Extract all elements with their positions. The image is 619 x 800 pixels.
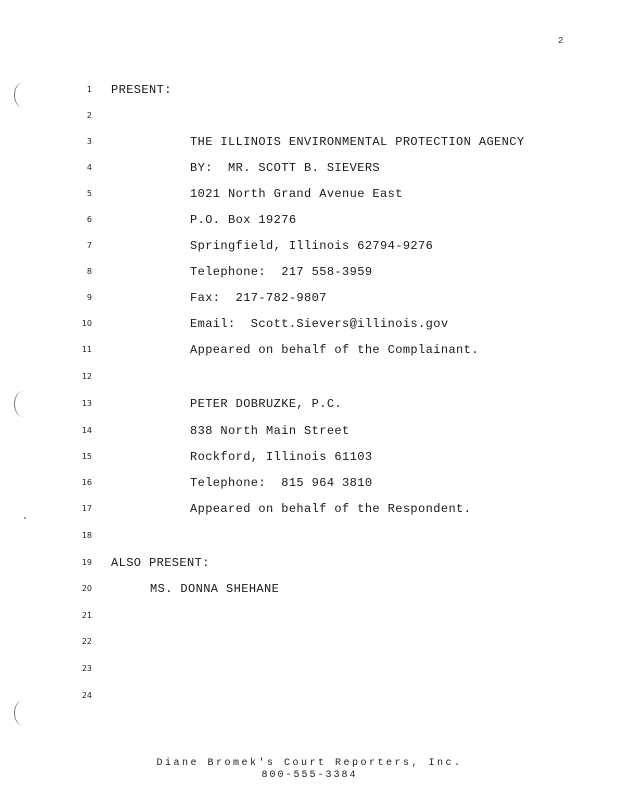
line-text: Rockford, Illinois 61103 <box>190 450 373 464</box>
line-number: 10 <box>81 319 92 328</box>
line-number: 24 <box>81 691 92 700</box>
transcript-line <box>0 686 619 706</box>
line-number: 6 <box>86 215 92 224</box>
line-number: 12 <box>81 372 92 381</box>
transcript-line <box>0 367 619 387</box>
transcript-line <box>0 210 619 230</box>
line-number: 16 <box>81 478 92 487</box>
line-text: PETER DOBRUZKE, P.C. <box>190 397 343 411</box>
line-number: 7 <box>86 241 92 250</box>
transcript-line <box>0 236 619 256</box>
transcript-line <box>0 447 619 467</box>
line-number: 23 <box>81 664 92 673</box>
line-number: 3 <box>86 137 92 146</box>
transcript-line <box>0 340 619 360</box>
footer-phone-number: 800-555-3384 <box>261 770 358 781</box>
line-text: Appeared on behalf of the Respondent. <box>190 502 472 516</box>
transcript-line <box>0 473 619 493</box>
page-number: 2 <box>558 36 564 46</box>
line-number: 19 <box>81 558 92 567</box>
transcript-line <box>0 80 619 100</box>
line-text: Appeared on behalf of the Complainant. <box>190 343 479 357</box>
transcript-line <box>0 262 619 282</box>
line-text: Telephone: 815 964 3810 <box>190 476 373 490</box>
transcript-line <box>0 184 619 204</box>
line-text: MS. DONNA SHEHANE <box>150 582 280 596</box>
line-text: 838 North Main Street <box>190 424 350 438</box>
transcript-line <box>0 499 619 519</box>
line-number: 18 <box>81 531 92 540</box>
transcript-line <box>0 526 619 546</box>
footer-company-name: Diane Bromek's Court Reporters, Inc. <box>156 758 463 769</box>
line-text: 1021 North Grand Avenue East <box>190 187 403 201</box>
line-number: 22 <box>81 637 92 646</box>
transcript-line <box>0 394 619 414</box>
transcript-line <box>0 288 619 308</box>
line-number: 20 <box>81 584 92 593</box>
line-number: 14 <box>81 426 92 435</box>
transcript-line <box>0 132 619 152</box>
line-text: Telephone: 217 558-3959 <box>190 265 373 279</box>
transcript-line <box>0 158 619 178</box>
line-number: 9 <box>86 293 92 302</box>
line-number: 1 <box>86 85 92 94</box>
line-number: 8 <box>86 267 92 276</box>
line-number: 5 <box>86 189 92 198</box>
line-number: 2 <box>86 111 92 120</box>
line-number: 4 <box>86 163 92 172</box>
transcript-line <box>0 553 619 573</box>
line-text: Springfield, Illinois 62794-9276 <box>190 239 434 253</box>
line-text: Email: Scott.Sievers@illinois.gov <box>190 317 449 331</box>
line-number: 17 <box>81 504 92 513</box>
transcript-line <box>0 314 619 334</box>
line-text: ALSO PRESENT: <box>111 556 210 570</box>
line-number: 21 <box>81 611 92 620</box>
transcript-line <box>0 421 619 441</box>
transcript-line <box>0 606 619 626</box>
transcript-line <box>0 632 619 652</box>
line-text: PRESENT: <box>111 83 172 97</box>
line-text: THE ILLINOIS ENVIRONMENTAL PROTECTION AGENCY <box>190 135 525 149</box>
transcript-line <box>0 106 619 126</box>
transcript-line <box>0 579 619 599</box>
line-text: P.O. Box 19276 <box>190 213 297 227</box>
line-text: Fax: 217-782-9807 <box>190 291 327 305</box>
line-text: BY: MR. SCOTT B. SIEVERS <box>190 161 381 175</box>
line-number: 11 <box>81 345 92 354</box>
line-number: 13 <box>81 399 92 408</box>
transcript-line <box>0 659 619 679</box>
line-number: 15 <box>81 452 92 461</box>
